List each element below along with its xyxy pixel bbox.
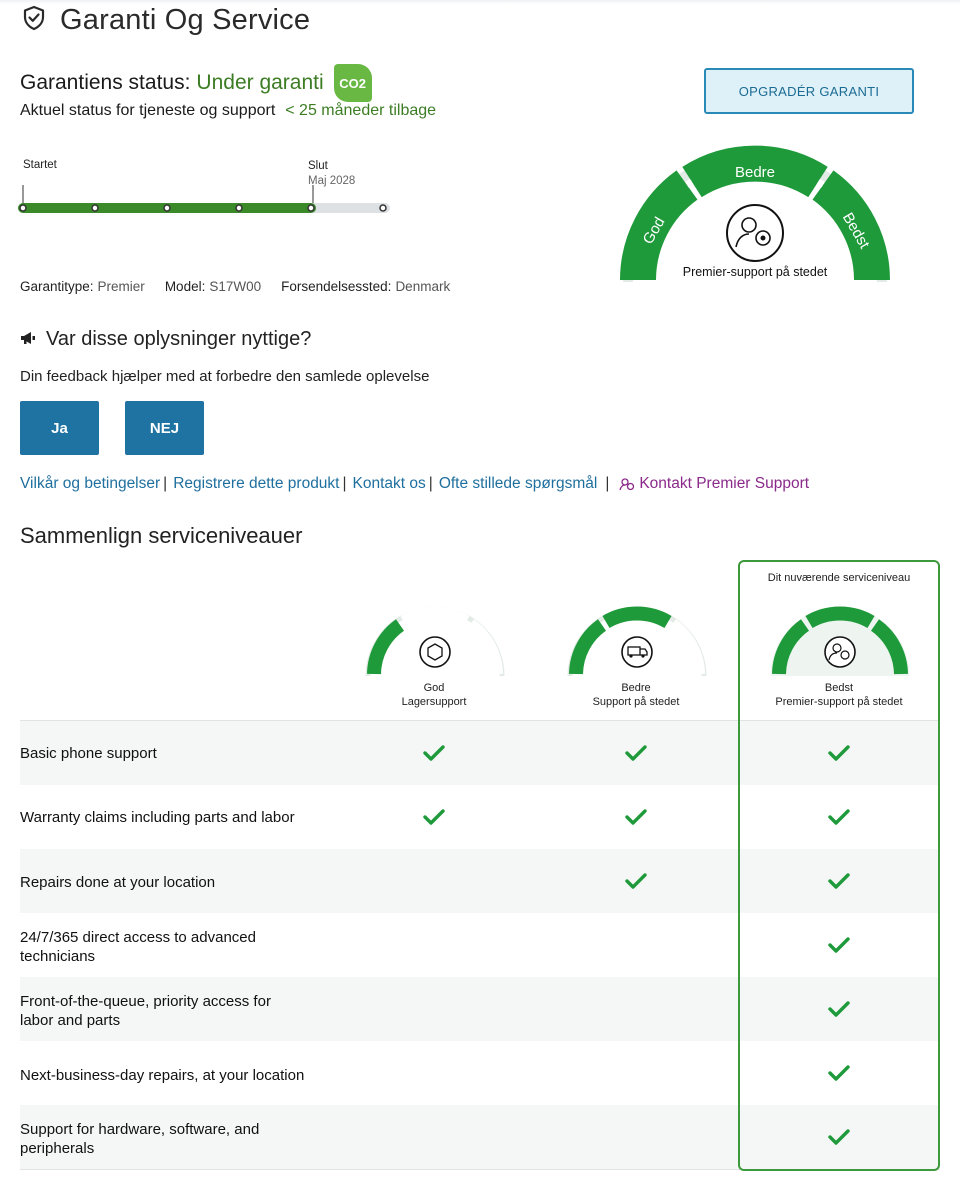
tier-god: God Lagersupport [401,682,467,708]
status-subline [20,102,436,120]
tier-bedre: Bedre Support på stedet [592,682,680,708]
faq-link[interactable]: Ofte stillede spørgsmål [438,475,598,492]
status-label: Garantiens status: [20,71,191,94]
status-value: Under garanti [196,71,324,94]
shield-check-icon [22,5,46,36]
feature-label: Basic phone support [20,745,157,762]
checkmark-icon [828,808,850,826]
gauge-caption: Premier-support på stedet [682,265,828,279]
checkmark-icon [625,744,647,762]
gauge-label-bedre: Bedre [734,164,776,181]
feedback-title: Var disse oplysninger nyttige? [20,328,311,351]
checkmark-icon [828,1064,850,1082]
tier-gauge-bedre [562,600,712,680]
checkmark-icon [625,808,647,826]
timeline-end-date: Maj 2028 [308,175,356,187]
meta-model: Model: S17W00 [164,279,262,294]
footer-links: Vilkår og betingelser | Registrere dette produkt | Kontakt os | Ofte stillede spørgsmål | Kontakt Premier Support [20,475,810,492]
compare-title: Sammenlign serviceniveauer [20,523,303,548]
checkmark-icon [828,1128,850,1146]
contact-link[interactable]: Kontakt os [352,475,426,492]
current-tier-label: Dit nuværende serviceniveau [767,572,911,584]
feedback-no-button[interactable]: NEJ [125,401,204,455]
feature-label: Support for hardware, software, and peripherals [20,1121,260,1157]
parts-box-icon [420,637,450,667]
page-title: Garanti Og Service [60,4,311,36]
megaphone-icon [20,328,36,351]
feature-label: Warranty claims including parts and labor [20,809,295,826]
checkmark-icon [828,872,850,890]
tier-bedst: Bedst Premier-support på stedet [775,682,903,708]
feature-label: Front-of-the-queue, priority access for labor and parts [20,993,271,1029]
checkmark-icon [423,808,445,826]
checkmark-icon [828,936,850,954]
premier-support-icon [619,477,636,492]
feature-label: 24/7/365 direct access to advanced technicians [20,929,256,965]
product-meta [20,279,450,294]
premier-support-icon [825,637,855,667]
timeline-end-label: Slut [308,160,328,172]
warranty-status [20,64,372,102]
page-header [22,4,310,37]
tier-gauge-bedst [765,600,915,680]
upgrade-warranty-button[interactable]: OPGRADÉR GARANTI [704,68,914,114]
checkmark-icon [828,744,850,762]
premier-support-icon [727,205,783,261]
terms-link[interactable]: Vilkår og betingelser [20,475,161,492]
co2-badge-icon: CO2 [334,64,372,102]
feature-label: Repairs done at your location [20,874,216,891]
gauge-label-bedst: Bedst [838,209,873,252]
register-link[interactable]: Registrere dette produkt [173,475,340,492]
feedback-yes-button[interactable]: Ja [20,401,99,455]
tier-gauge-god [360,600,510,680]
meta-type: Garantitype: Premier [20,279,145,294]
checkmark-icon [423,744,445,762]
meta-ship: Forsendelsessted: Denmark [281,279,451,294]
remaining-time: < 25 måneder tilbage [285,102,437,119]
checkmark-icon [625,872,647,890]
checkmark-icon [828,1000,850,1018]
subline-label: Aktuel status for tjeneste og support [20,102,276,119]
feature-label: Next-business-day repairs, at your location [20,1067,305,1084]
feedback-subtitle: Din feedback hjælper med at forbedre den samlede oplevelse [20,368,430,385]
timeline-start-label: Startet [23,159,57,171]
premier-support-link[interactable]: Kontakt Premier Support [619,475,809,493]
warranty-timeline [14,180,394,220]
gauge-label-god: God [639,214,669,248]
